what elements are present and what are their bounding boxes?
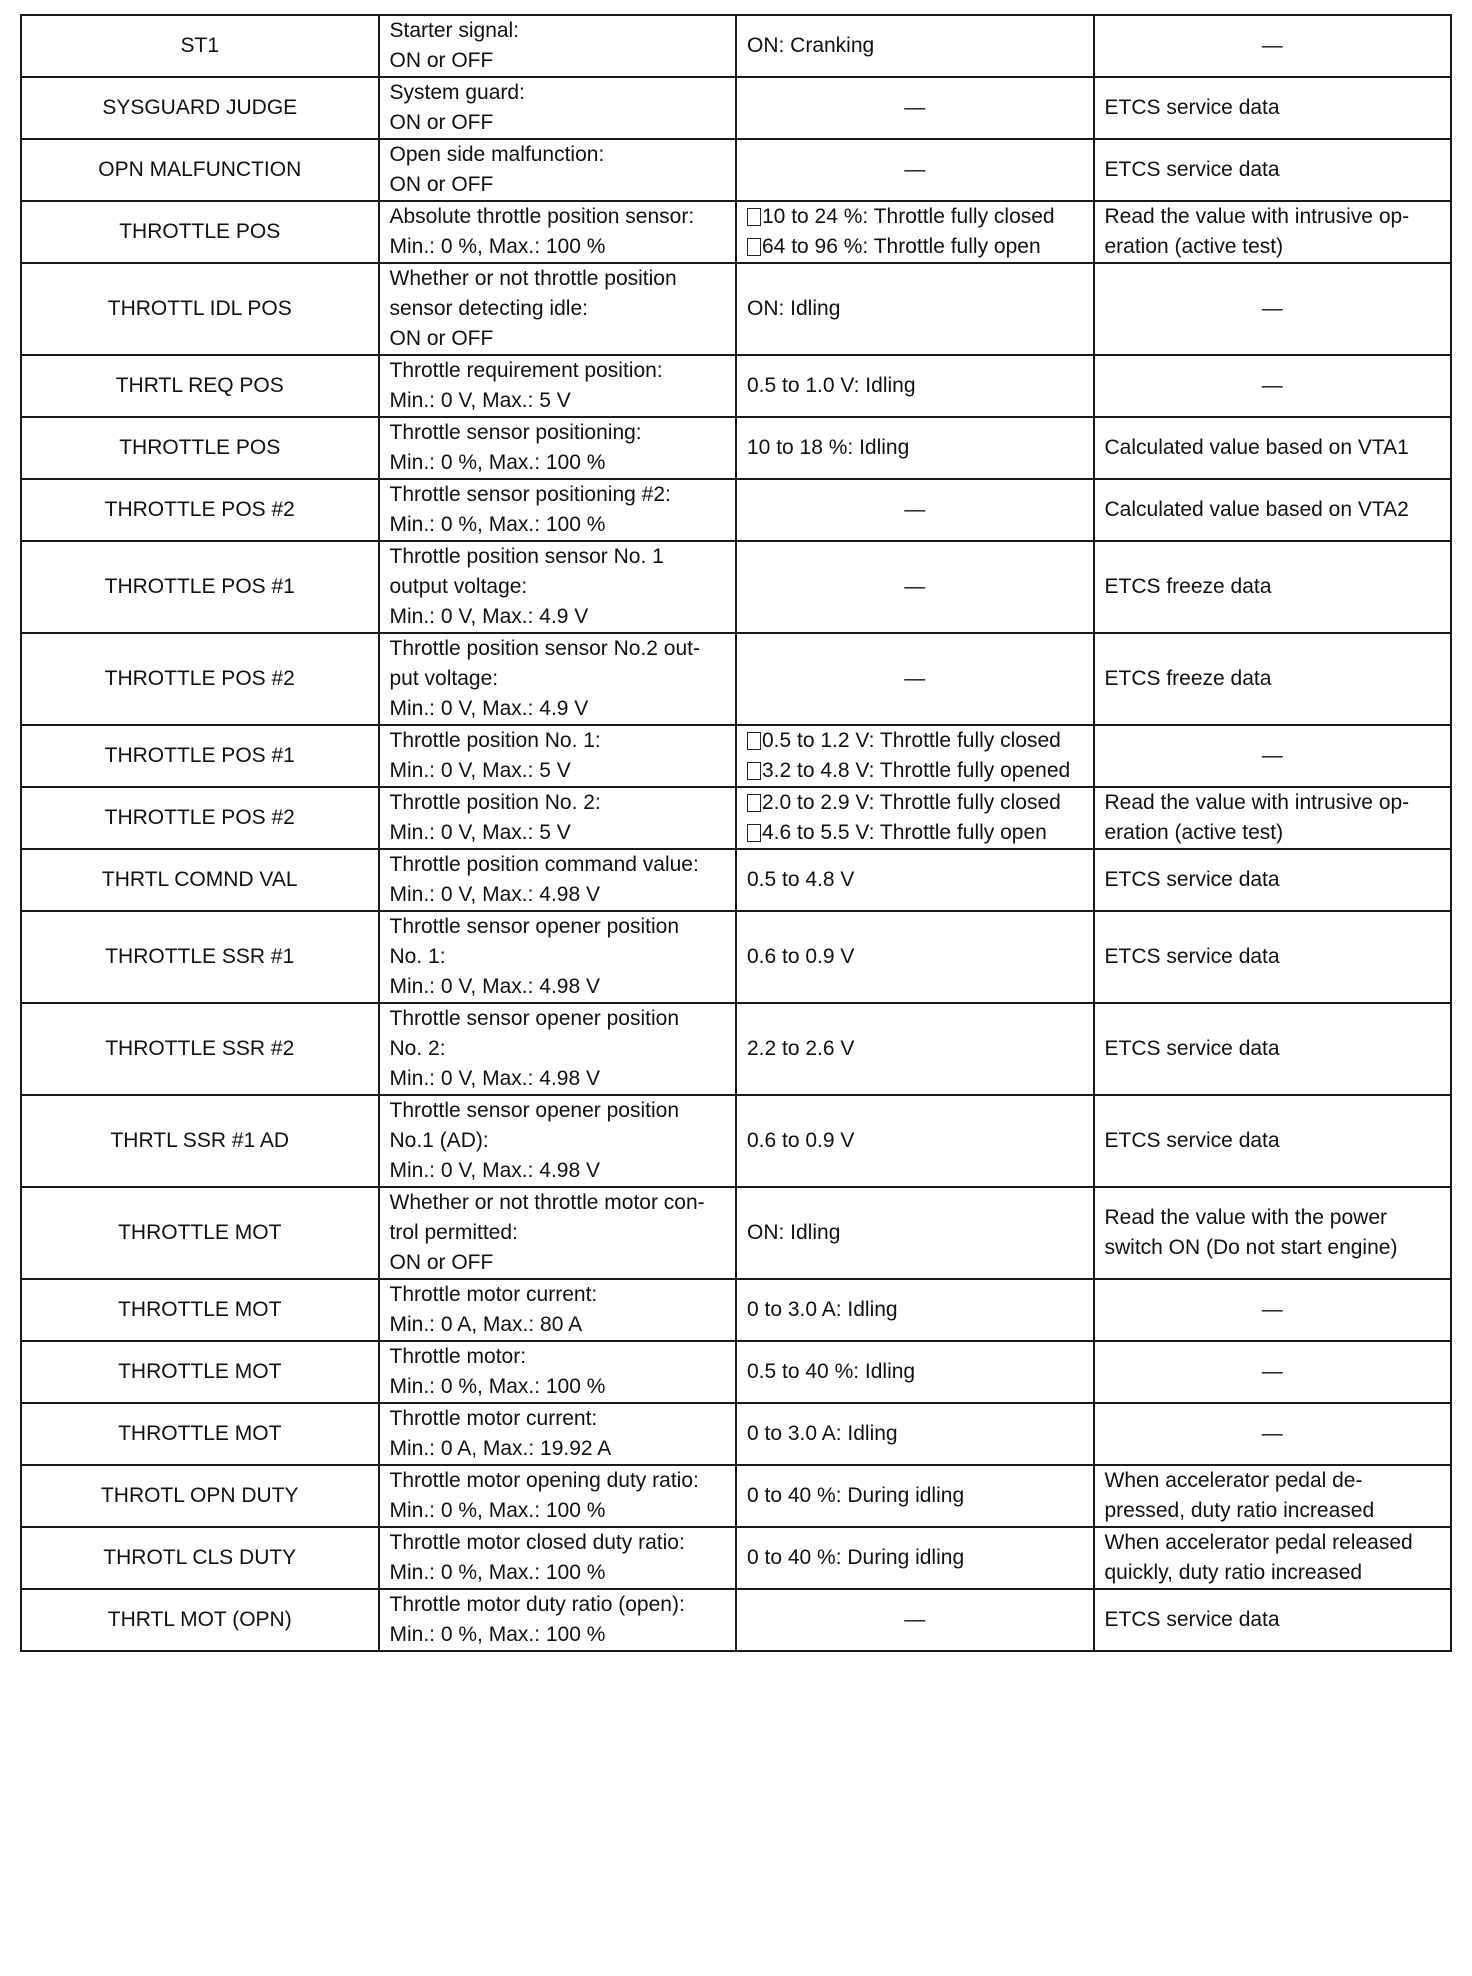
cell-diagnostic-note: [1094, 355, 1452, 417]
cell-measurement-line: Throttle position sensor No.2 out-: [389, 637, 700, 660]
table-row: [21, 201, 1451, 263]
cell-diagnostic-note-line: When accelerator pedal released: [1104, 1531, 1413, 1554]
cell-diagnostic-note: [1094, 479, 1452, 541]
table-row: [21, 1465, 1451, 1527]
checkbox-square-icon: [747, 762, 761, 780]
cell-measurement-line: Min.: 0 V, Max.: 5 V: [389, 389, 571, 412]
cell-normal-condition-line: ON: Idling: [747, 297, 841, 320]
cell-normal-condition: [736, 1187, 1094, 1279]
cell-item-name: [21, 1527, 379, 1589]
item-name-text: ST1: [180, 34, 219, 57]
cell-item-name: [21, 1341, 379, 1403]
table-row: [21, 787, 1451, 849]
cell-item-name: [21, 541, 379, 633]
cell-diagnostic-note: [1094, 725, 1452, 787]
cell-item-name: [21, 139, 379, 201]
cell-diagnostic-note-line: ETCS service data: [1104, 1037, 1280, 1060]
item-name-text: THROTTLE POS: [119, 436, 281, 459]
table-row: [21, 1403, 1451, 1465]
cell-measurement: [379, 263, 737, 355]
cell-measurement: [379, 479, 737, 541]
cell-normal-condition: [736, 1341, 1094, 1403]
cell-item-name: [21, 1589, 379, 1651]
cell-measurement-line: Throttle sensor positioning:: [389, 421, 642, 444]
cell-diagnostic-note: [1094, 1527, 1452, 1589]
cell-normal-condition-line: —: [904, 498, 926, 521]
cell-measurement-line: Throttle motor opening duty ratio:: [389, 1469, 699, 1492]
cell-diagnostic-note-line: ETCS service data: [1104, 1608, 1280, 1631]
checkbox-square-icon: [747, 794, 761, 812]
item-name-text: THRTL REQ POS: [115, 374, 284, 397]
cell-measurement: [379, 1187, 737, 1279]
cell-normal-condition-line: 0.5 to 1.0 V: Idling: [747, 374, 916, 397]
cell-normal-condition-line: —: [904, 158, 926, 181]
condition-text: 10 to 24 %: Throttle fully closed: [762, 205, 1055, 228]
cell-measurement-line: Min.: 0 A, Max.: 19.92 A: [389, 1437, 612, 1460]
cell-measurement-line: Min.: 0 V, Max.: 4.98 V: [389, 1067, 600, 1090]
item-name-text: THROTTLE POS #1: [104, 744, 295, 767]
item-name-text: THROTL CLS DUTY: [103, 1546, 297, 1569]
cell-normal-condition: [736, 541, 1094, 633]
cell-diagnostic-note: [1094, 1279, 1452, 1341]
cell-measurement: [379, 1527, 737, 1589]
cell-measurement-line: Min.: 0 %, Max.: 100 %: [389, 451, 606, 474]
cell-measurement-line: Min.: 0 V, Max.: 5 V: [389, 821, 571, 844]
cell-measurement-line: Throttle sensor positioning #2:: [389, 483, 671, 506]
cell-normal-condition: [736, 263, 1094, 355]
cell-measurement: [379, 355, 737, 417]
cell-measurement-line: ON or OFF: [389, 1251, 494, 1274]
cell-normal-condition-line: 10 to 18 %: Idling: [747, 436, 910, 459]
cell-measurement-line: Min.: 0 %, Max.: 100 %: [389, 513, 606, 536]
cell-measurement: [379, 1589, 737, 1651]
cell-diagnostic-note-line: —: [1261, 34, 1283, 57]
cell-measurement: [379, 1095, 737, 1187]
cell-diagnostic-note-line: ETCS freeze data: [1104, 575, 1272, 598]
cell-diagnostic-note-line: ETCS service data: [1104, 945, 1280, 968]
cell-normal-condition-line: ON: Cranking: [747, 34, 875, 57]
item-name-text: SYSGUARD JUDGE: [102, 96, 298, 119]
checkbox-square-icon: [747, 238, 761, 256]
cell-diagnostic-note: [1094, 139, 1452, 201]
table-row: [21, 1589, 1451, 1651]
item-name-text: THROTTLE MOT: [118, 1422, 282, 1445]
cell-item-name: [21, 479, 379, 541]
cell-normal-condition-line: [747, 232, 1083, 262]
cell-normal-condition: [736, 911, 1094, 1003]
cell-normal-condition-line: 0.6 to 0.9 V: [747, 945, 855, 968]
cell-normal-condition: [736, 1465, 1094, 1527]
cell-diagnostic-note: [1094, 201, 1452, 263]
cell-measurement-line: Throttle sensor opener position: [389, 915, 679, 938]
cell-item-name: [21, 77, 379, 139]
cell-diagnostic-note: [1094, 1341, 1452, 1403]
table-row: [21, 139, 1451, 201]
cell-item-name: [21, 263, 379, 355]
cell-measurement-line: Min.: 0 V, Max.: 4.98 V: [389, 1159, 600, 1182]
cell-diagnostic-note-line: ETCS service data: [1104, 1129, 1280, 1152]
cell-diagnostic-note: [1094, 1589, 1452, 1651]
cell-diagnostic-note: [1094, 849, 1452, 911]
cell-item-name: [21, 355, 379, 417]
cell-normal-condition-line: 0.6 to 0.9 V: [747, 1129, 855, 1152]
cell-normal-condition: [736, 725, 1094, 787]
cell-measurement: [379, 139, 737, 201]
cell-diagnostic-note: [1094, 1187, 1452, 1279]
cell-diagnostic-note-line: eration (active test): [1104, 821, 1284, 844]
table-row: [21, 1279, 1451, 1341]
cell-diagnostic-note: [1094, 911, 1452, 1003]
cell-measurement: [379, 911, 737, 1003]
cell-measurement: [379, 1003, 737, 1095]
cell-measurement-line: System guard:: [389, 81, 525, 104]
cell-measurement-line: Throttle motor duty ratio (open):: [389, 1593, 685, 1616]
cell-diagnostic-note-line: ETCS service data: [1104, 158, 1280, 181]
cell-diagnostic-note-line: —: [1261, 1360, 1283, 1383]
item-name-text: THROTTL IDL POS: [107, 297, 292, 320]
cell-normal-condition: [736, 479, 1094, 541]
cell-measurement-line: ON or OFF: [389, 49, 494, 72]
cell-measurement: [379, 1403, 737, 1465]
cell-normal-condition-line: [747, 202, 1083, 232]
cell-normal-condition-line: [747, 756, 1083, 786]
cell-normal-condition: [736, 787, 1094, 849]
table-row: [21, 633, 1451, 725]
cell-item-name: [21, 1095, 379, 1187]
cell-measurement-line: Whether or not throttle position: [389, 267, 677, 290]
cell-diagnostic-note-line: —: [1261, 744, 1283, 767]
cell-normal-condition: [736, 15, 1094, 77]
cell-normal-condition: [736, 1527, 1094, 1589]
cell-measurement-line: Starter signal:: [389, 19, 520, 42]
cell-normal-condition: [736, 1279, 1094, 1341]
cell-item-name: [21, 633, 379, 725]
cell-item-name: [21, 417, 379, 479]
cell-measurement-line: Throttle position sensor No. 1: [389, 545, 664, 568]
cell-normal-condition: [736, 1403, 1094, 1465]
cell-normal-condition: [736, 849, 1094, 911]
condition-text: 0.5 to 1.2 V: Throttle fully closed: [762, 729, 1061, 752]
item-name-text: THROTTLE POS #2: [104, 806, 295, 829]
cell-measurement-line: Min.: 0 %, Max.: 100 %: [389, 235, 606, 258]
item-name-text: THROTTLE MOT: [118, 1221, 282, 1244]
cell-measurement: [379, 541, 737, 633]
cell-measurement: [379, 849, 737, 911]
cell-item-name: [21, 725, 379, 787]
item-name-text: THROTTLE POS #2: [104, 667, 295, 690]
cell-normal-condition-line: 0 to 3.0 A: Idling: [747, 1422, 898, 1445]
item-name-text: THROTTLE POS #2: [104, 498, 295, 521]
cell-diagnostic-note-line: eration (active test): [1104, 235, 1284, 258]
cell-measurement-line: ON or OFF: [389, 111, 494, 134]
cell-normal-condition: [736, 355, 1094, 417]
table-row: [21, 263, 1451, 355]
table-row: [21, 1527, 1451, 1589]
cell-measurement-line: Throttle motor closed duty ratio:: [389, 1531, 685, 1554]
cell-diagnostic-note-line: —: [1261, 297, 1283, 320]
cell-measurement-line: Min.: 0 V, Max.: 4.98 V: [389, 975, 600, 998]
cell-measurement-line: Throttle position command value:: [389, 853, 699, 876]
cell-item-name: [21, 787, 379, 849]
cell-measurement-line: Min.: 0 V, Max.: 4.98 V: [389, 883, 600, 906]
cell-diagnostic-note: [1094, 263, 1452, 355]
condition-text: 64 to 96 %: Throttle fully open: [762, 235, 1041, 258]
cell-measurement-line: Min.: 0 %, Max.: 100 %: [389, 1623, 606, 1646]
table-row: [21, 479, 1451, 541]
checkbox-square-icon: [747, 824, 761, 842]
cell-normal-condition-line: 0.5 to 4.8 V: [747, 868, 855, 891]
cell-measurement: [379, 417, 737, 479]
cell-normal-condition-line: —: [904, 575, 926, 598]
cell-diagnostic-note-line: Read the value with the power: [1104, 1206, 1388, 1229]
cell-measurement-line: Throttle requirement position:: [389, 359, 663, 382]
cell-diagnostic-note-line: —: [1261, 1422, 1283, 1445]
cell-diagnostic-note: [1094, 1403, 1452, 1465]
cell-diagnostic-note-line: ETCS service data: [1104, 96, 1280, 119]
cell-measurement-line: Min.: 0 A, Max.: 80 A: [389, 1313, 583, 1336]
cell-item-name: [21, 1403, 379, 1465]
cell-normal-condition-line: 2.2 to 2.6 V: [747, 1037, 855, 1060]
cell-measurement-line: Throttle sensor opener position: [389, 1099, 679, 1122]
cell-measurement: [379, 725, 737, 787]
cell-diagnostic-note-line: Read the value with intrusive op-: [1104, 791, 1410, 814]
document-sheet: [20, 14, 1452, 1652]
cell-normal-condition-line: —: [904, 1608, 926, 1631]
condition-text: 2.0 to 2.9 V: Throttle fully closed: [762, 791, 1061, 814]
cell-measurement-line: No. 2:: [389, 1037, 446, 1060]
cell-measurement-line: put voltage:: [389, 667, 499, 690]
cell-normal-condition-line: 0 to 40 %: During idling: [747, 1546, 965, 1569]
table-row: [21, 849, 1451, 911]
cell-measurement-line: Min.: 0 V, Max.: 4.9 V: [389, 605, 589, 628]
cell-measurement-line: Absolute throttle position sensor:: [389, 205, 695, 228]
table-row: [21, 911, 1451, 1003]
cell-measurement-line: Open side malfunction:: [389, 143, 605, 166]
cell-item-name: [21, 201, 379, 263]
cell-normal-condition: [736, 1589, 1094, 1651]
cell-diagnostic-note: [1094, 633, 1452, 725]
cell-normal-condition: [736, 1095, 1094, 1187]
cell-measurement-line: ON or OFF: [389, 173, 494, 196]
cell-measurement-line: No.1 (AD):: [389, 1129, 489, 1152]
cell-diagnostic-note-line: pressed, duty ratio increased: [1104, 1499, 1375, 1522]
cell-normal-condition-line: —: [904, 96, 926, 119]
cell-diagnostic-note-line: ETCS service data: [1104, 868, 1280, 891]
cell-normal-condition-line: —: [904, 667, 926, 690]
cell-normal-condition-line: [747, 818, 1083, 848]
table-row: [21, 15, 1451, 77]
cell-measurement-line: output voltage:: [389, 575, 528, 598]
cell-measurement-line: Throttle motor current:: [389, 1283, 598, 1306]
table-row: [21, 417, 1451, 479]
cell-measurement: [379, 787, 737, 849]
cell-measurement-line: ON or OFF: [389, 327, 494, 350]
cell-normal-condition: [736, 201, 1094, 263]
cell-diagnostic-note-line: —: [1261, 1298, 1283, 1321]
table-row: [21, 355, 1451, 417]
cell-diagnostic-note: [1094, 15, 1452, 77]
condition-text: 3.2 to 4.8 V: Throttle fully opened: [762, 759, 1071, 782]
cell-diagnostic-note-line: switch ON (Do not start engine): [1104, 1236, 1398, 1259]
cell-measurement-line: Min.: 0 %, Max.: 100 %: [389, 1561, 606, 1584]
cell-diagnostic-note-line: ETCS freeze data: [1104, 667, 1272, 690]
cell-diagnostic-note: [1094, 541, 1452, 633]
cell-measurement: [379, 1341, 737, 1403]
cell-measurement-line: Whether or not throttle motor con-: [389, 1191, 705, 1214]
cell-measurement: [379, 15, 737, 77]
cell-measurement-line: Min.: 0 %, Max.: 100 %: [389, 1499, 606, 1522]
item-name-text: THRTL COMND VAL: [101, 868, 298, 891]
table-row: [21, 77, 1451, 139]
cell-normal-condition-line: 0.5 to 40 %: Idling: [747, 1360, 916, 1383]
cell-measurement-line: Throttle motor current:: [389, 1407, 598, 1430]
item-name-text: THRTL MOT (OPN): [107, 1608, 292, 1631]
cell-measurement-line: Min.: 0 %, Max.: 100 %: [389, 1375, 606, 1398]
cell-diagnostic-note: [1094, 787, 1452, 849]
cell-normal-condition-line: [747, 788, 1083, 818]
table-row: [21, 1003, 1451, 1095]
cell-measurement: [379, 201, 737, 263]
table-row: [21, 1095, 1451, 1187]
item-name-text: THROTTLE SSR #1: [105, 945, 295, 968]
cell-diagnostic-note-line: quickly, duty ratio increased: [1104, 1561, 1363, 1584]
cell-diagnostic-note: [1094, 77, 1452, 139]
cell-normal-condition: [736, 1003, 1094, 1095]
cell-diagnostic-note-line: When accelerator pedal de-: [1104, 1469, 1363, 1492]
cell-normal-condition: [736, 77, 1094, 139]
cell-measurement-line: Min.: 0 V, Max.: 4.9 V: [389, 697, 589, 720]
checkbox-square-icon: [747, 732, 761, 750]
cell-item-name: [21, 1279, 379, 1341]
cell-measurement-line: trol permitted:: [389, 1221, 518, 1244]
item-name-text: THROTL OPN DUTY: [100, 1484, 299, 1507]
cell-normal-condition-line: [747, 726, 1083, 756]
item-name-text: OPN MALFUNCTION: [98, 158, 302, 181]
cell-item-name: [21, 15, 379, 77]
item-name-text: THROTTLE MOT: [118, 1298, 282, 1321]
cell-diagnostic-note: [1094, 1003, 1452, 1095]
item-name-text: THROTTLE MOT: [118, 1360, 282, 1383]
table-row: [21, 725, 1451, 787]
cell-diagnostic-note-line: Calculated value based on VTA1: [1104, 436, 1409, 459]
item-name-text: THROTTLE SSR #2: [105, 1037, 295, 1060]
cell-diagnostic-note-line: —: [1261, 374, 1283, 397]
cell-normal-condition-line: 0 to 40 %: During idling: [747, 1484, 965, 1507]
cell-normal-condition-line: ON: Idling: [747, 1221, 841, 1244]
table-row: [21, 1341, 1451, 1403]
cell-item-name: [21, 849, 379, 911]
table-row: [21, 1187, 1451, 1279]
table-row: [21, 541, 1451, 633]
cell-item-name: [21, 1187, 379, 1279]
cell-item-name: [21, 1465, 379, 1527]
item-name-text: THRTL SSR #1 AD: [110, 1129, 290, 1152]
cell-normal-condition: [736, 139, 1094, 201]
cell-measurement: [379, 77, 737, 139]
item-name-text: THROTTLE POS #1: [104, 575, 295, 598]
cell-diagnostic-note-line: Read the value with intrusive op-: [1104, 205, 1410, 228]
cell-diagnostic-note: [1094, 417, 1452, 479]
table-body: [21, 15, 1451, 1651]
cell-measurement-line: No. 1:: [389, 945, 446, 968]
cell-measurement-line: Throttle position No. 1:: [389, 729, 601, 752]
cell-measurement-line: Throttle motor:: [389, 1345, 527, 1368]
cell-normal-condition: [736, 633, 1094, 725]
cell-measurement: [379, 1465, 737, 1527]
cell-item-name: [21, 911, 379, 1003]
cell-measurement-line: Throttle sensor opener position: [389, 1007, 679, 1030]
cell-measurement-line: Throttle position No. 2:: [389, 791, 601, 814]
cell-diagnostic-note-line: Calculated value based on VTA2: [1104, 498, 1409, 521]
cell-item-name: [21, 1003, 379, 1095]
cell-normal-condition-line: 0 to 3.0 A: Idling: [747, 1298, 898, 1321]
cell-measurement: [379, 633, 737, 725]
cell-diagnostic-note: [1094, 1095, 1452, 1187]
checkbox-square-icon: [747, 208, 761, 226]
condition-text: 4.6 to 5.5 V: Throttle fully open: [762, 821, 1047, 844]
data-list-table: [20, 14, 1452, 1652]
cell-measurement-line: Min.: 0 V, Max.: 5 V: [389, 759, 571, 782]
cell-diagnostic-note: [1094, 1465, 1452, 1527]
cell-normal-condition: [736, 417, 1094, 479]
cell-measurement: [379, 1279, 737, 1341]
item-name-text: THROTTLE POS: [119, 220, 281, 243]
cell-measurement-line: sensor detecting idle:: [389, 297, 588, 320]
